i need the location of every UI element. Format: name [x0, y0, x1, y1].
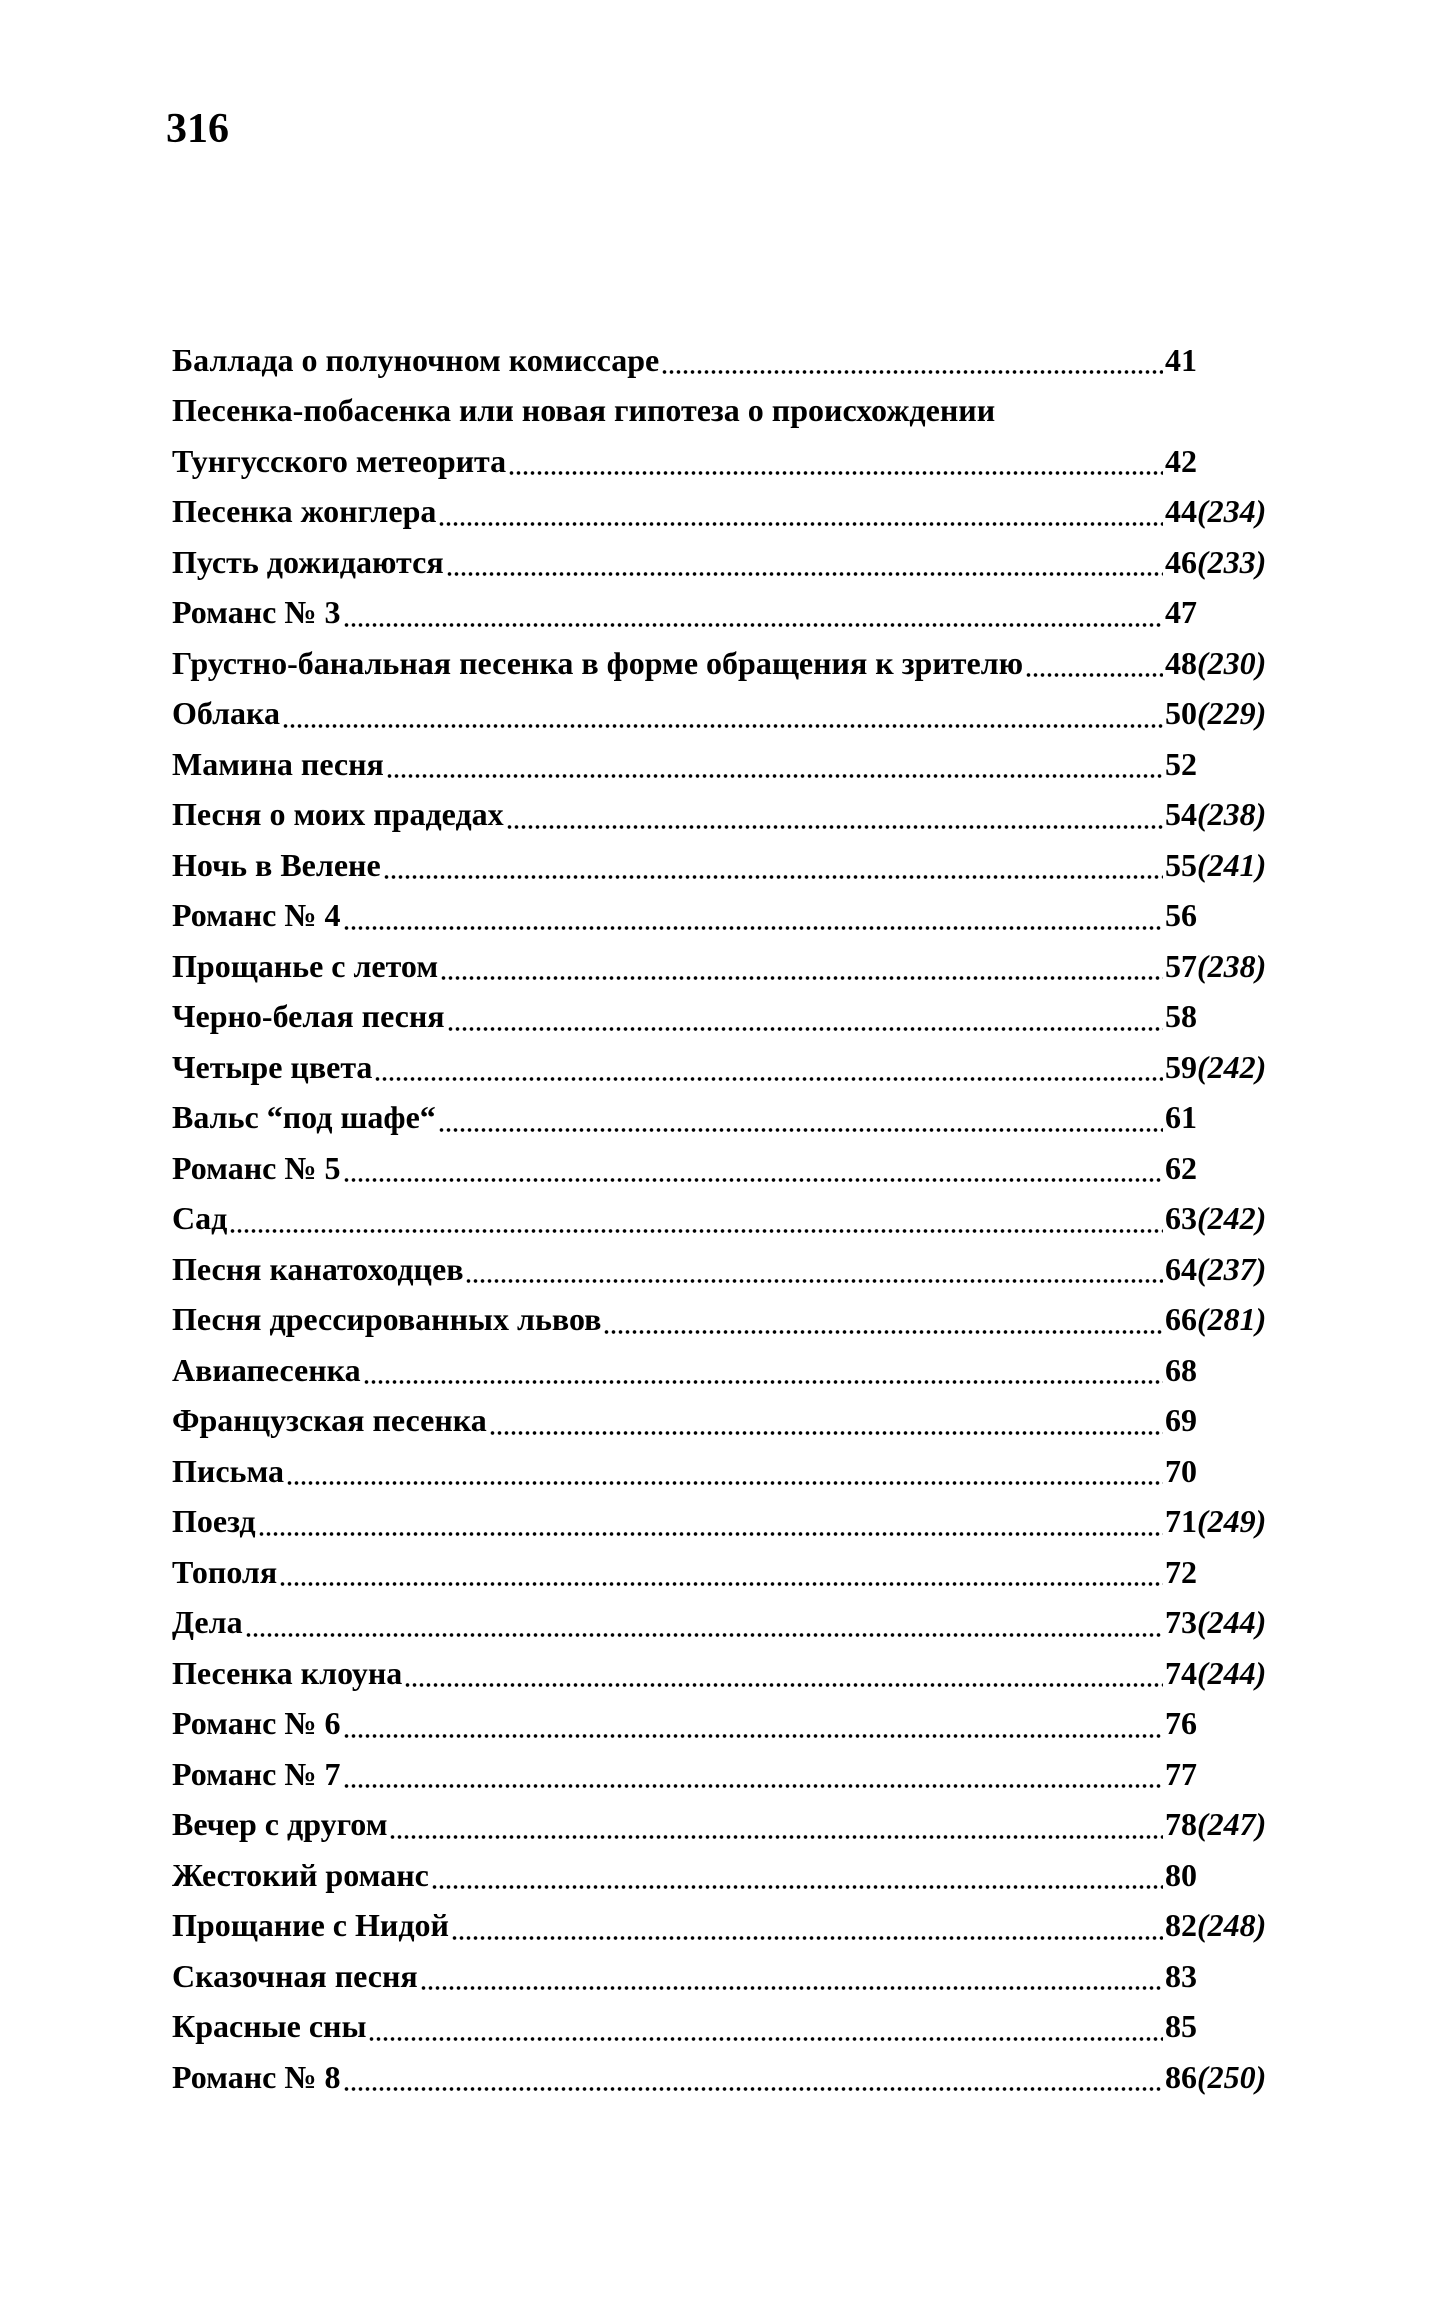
toc-entry-title: Прощание с Нидой — [172, 1907, 449, 1944]
toc-entry-title: Баллада о полуночном комиссаре — [172, 341, 660, 378]
dot-leader — [368, 2012, 1163, 2042]
toc-entry — [172, 1396, 1287, 1447]
toc-entry-page-group — [1165, 1907, 1287, 1944]
toc-entry-title: Романс № 3 — [172, 594, 341, 631]
toc-entry — [172, 1598, 1287, 1649]
toc-entry-page: 55 — [1165, 846, 1197, 883]
toc-entry-title: Авиапесенка — [172, 1351, 361, 1388]
toc-entry-page-group — [1165, 594, 1287, 631]
toc-entry-page-group — [1165, 1756, 1287, 1793]
toc-entry-page: 46 — [1165, 543, 1197, 580]
toc-entry-commentary-page: (281) — [1197, 1301, 1267, 1338]
toc-entry — [172, 1093, 1287, 1144]
dot-leader — [508, 446, 1163, 476]
toc-entry — [172, 840, 1287, 891]
toc-entry-page: 64 — [1165, 1250, 1197, 1287]
toc-entry-page: 56 — [1165, 897, 1197, 934]
toc-entry-page-group — [1165, 1857, 1287, 1894]
dot-leader — [282, 699, 1163, 729]
toc-entry-page-group — [1165, 1049, 1287, 1086]
toc-entry-title: Песня канатоходцев — [172, 1250, 464, 1287]
toc-entry-page-group — [1165, 1352, 1287, 1389]
toc-entry-page: 62 — [1165, 1149, 1197, 1186]
toc-entry-page: 72 — [1165, 1553, 1197, 1590]
toc-entry-title: Прощанье с летом — [172, 947, 439, 984]
toc-entry-page: 57 — [1165, 947, 1197, 984]
toc-entry-page-group — [1165, 342, 1287, 379]
toc-entry-page-group — [1165, 746, 1287, 783]
dot-leader — [343, 901, 1163, 931]
toc-entry-page: 61 — [1165, 1099, 1197, 1136]
toc-entry-page-group — [1165, 1200, 1287, 1237]
dot-leader — [661, 345, 1163, 375]
dot-leader — [404, 1658, 1163, 1688]
toc-entry-page: 54 — [1165, 796, 1197, 833]
toc-entry-title: Мамина песня — [172, 745, 384, 782]
toc-entry-commentary-page: (229) — [1197, 695, 1267, 732]
toc-entry-title: Вечер с другом — [172, 1806, 388, 1843]
toc-entry-title: Грустно-банальная песенка в форме обращения к зрителю — [172, 644, 1024, 681]
toc-entry-commentary-page: (238) — [1197, 796, 1267, 833]
toc-entry-page: 42 — [1165, 442, 1197, 479]
dot-leader — [286, 1456, 1163, 1486]
toc-entry — [172, 1143, 1287, 1194]
toc-entry — [172, 1244, 1287, 1295]
toc-entry-commentary-page: (248) — [1197, 1907, 1267, 1944]
toc-entry — [172, 386, 1287, 437]
toc-entry-page-group — [1165, 847, 1287, 884]
toc-entry-commentary-page: (237) — [1197, 1250, 1267, 1287]
dot-leader — [447, 1002, 1163, 1032]
toc-entry-page: 52 — [1165, 745, 1197, 782]
toc-entry-page: 77 — [1165, 1755, 1197, 1792]
dot-leader — [363, 1355, 1163, 1385]
dot-leader — [465, 1254, 1163, 1284]
toc-entry — [172, 1850, 1287, 1901]
toc-entry-page-group — [1165, 796, 1287, 833]
toc-entry-title: Песня о моих прадедах — [172, 796, 504, 833]
toc-entry-page: 69 — [1165, 1402, 1197, 1439]
toc-entry — [172, 1194, 1287, 1245]
toc-entry-commentary-page: (234) — [1197, 493, 1267, 530]
toc-entry-title: Ночь в Велене — [172, 846, 381, 883]
dot-leader — [438, 497, 1163, 527]
toc-entry-commentary-page: (241) — [1197, 846, 1267, 883]
toc-entry-page-group — [1165, 1402, 1287, 1439]
toc-entry-title: Романс № 6 — [172, 1705, 341, 1742]
dot-leader — [420, 1961, 1163, 1991]
dot-leader — [438, 1103, 1163, 1133]
toc-entry-title: Письма — [172, 1452, 285, 1489]
dot-leader — [343, 598, 1163, 628]
toc-entry-commentary-page: (242) — [1197, 1048, 1267, 1085]
toc-entry-page-group — [1165, 2059, 1287, 2096]
toc-entry-title: Черно-белая песня — [172, 998, 445, 1035]
toc-entry-title: Романс № 7 — [172, 1755, 341, 1792]
toc-entry-commentary-page: (244) — [1197, 1604, 1267, 1641]
toc-entry — [172, 1648, 1287, 1699]
toc-entry — [172, 1951, 1287, 2002]
toc-entry-page: 48 — [1165, 644, 1197, 681]
toc-entry-page-group — [1165, 1655, 1287, 1692]
dot-leader — [343, 2062, 1163, 2092]
toc-entry-title: Поезд — [172, 1503, 256, 1540]
toc-entry — [172, 1547, 1287, 1598]
toc-entry — [172, 487, 1287, 538]
toc-entry-page-group — [1165, 544, 1287, 581]
toc-entry-commentary-page: (230) — [1197, 644, 1267, 681]
toc-entry-page-group — [1165, 2008, 1287, 2045]
toc-entry-page: 63 — [1165, 1200, 1197, 1237]
toc-entry — [172, 335, 1287, 386]
toc-entry-commentary-page: (247) — [1197, 1806, 1267, 1843]
toc-entry-page: 76 — [1165, 1705, 1197, 1742]
dot-leader — [389, 1810, 1163, 1840]
toc-entry-commentary-page: (233) — [1197, 543, 1267, 580]
toc-entry-commentary-page: (244) — [1197, 1654, 1267, 1691]
toc-entry — [172, 1800, 1287, 1851]
toc-entry-page-group — [1165, 1301, 1287, 1338]
toc-entry-page: 80 — [1165, 1856, 1197, 1893]
toc-entry-title: Четыре цвета — [172, 1048, 373, 1085]
toc-entry-title: Песня дрессированных львов — [172, 1301, 602, 1338]
toc-entry-page-group — [1165, 1251, 1287, 1288]
dot-leader — [343, 1759, 1163, 1789]
dot-leader — [343, 1153, 1163, 1183]
toc-entry-page: 50 — [1165, 695, 1197, 732]
dot-leader — [258, 1507, 1163, 1537]
toc-entry — [172, 2052, 1287, 2103]
toc-entry — [172, 992, 1287, 1043]
toc-entry-title: Романс № 5 — [172, 1149, 341, 1186]
dot-leader — [431, 1860, 1163, 1890]
dot-leader — [374, 1052, 1163, 1082]
toc-entry — [172, 537, 1287, 588]
toc-entry-title: Пусть дожидаются — [172, 543, 444, 580]
toc-entry — [172, 1345, 1287, 1396]
toc-entry-title: Тунгусского метеорита — [172, 442, 507, 479]
toc-entry-title: Дела — [172, 1604, 243, 1641]
toc-entry-title: Романс № 4 — [172, 897, 341, 934]
dot-leader — [245, 1608, 1163, 1638]
toc-entry-page-group — [1165, 493, 1287, 530]
toc-entry-page: 44 — [1165, 493, 1197, 530]
toc-entry-page: 73 — [1165, 1604, 1197, 1641]
toc-entry — [172, 891, 1287, 942]
toc-entry-title: Сказочная песня — [172, 1957, 418, 1994]
toc-entry-title: Красные сны — [172, 2008, 367, 2045]
toc-entry — [172, 790, 1287, 841]
dot-leader — [489, 1406, 1163, 1436]
dot-leader — [446, 547, 1163, 577]
toc-entry-commentary-page: (250) — [1197, 2058, 1267, 2095]
toc-entry-page: 86 — [1165, 2058, 1197, 2095]
toc-entry-page-group — [1165, 1453, 1287, 1490]
toc-entry — [172, 1749, 1287, 1800]
dot-leader — [383, 850, 1163, 880]
table-of-contents — [172, 335, 1287, 2103]
toc-entry-page-group — [1165, 645, 1287, 682]
toc-entry — [172, 1042, 1287, 1093]
toc-entry-page-group — [1165, 998, 1287, 1035]
toc-entry-title: Песенка жонглера — [172, 493, 437, 530]
toc-entry-commentary-page: (238) — [1197, 947, 1267, 984]
toc-entry-title: Облака — [172, 695, 280, 732]
toc-entry — [172, 1295, 1287, 1346]
toc-entry — [172, 638, 1287, 689]
toc-entry-title: Жестокий романс — [172, 1856, 429, 1893]
toc-entry-page: 83 — [1165, 1957, 1197, 1994]
toc-entry-page-group — [1165, 1503, 1287, 1540]
toc-entry-page: 85 — [1165, 2008, 1197, 2045]
toc-entry-title: Французская песенка — [172, 1402, 487, 1439]
toc-entry-title: Тополя — [172, 1553, 278, 1590]
toc-entry — [172, 941, 1287, 992]
toc-entry-title: Вальс “под шафе“ — [172, 1099, 436, 1136]
page-number: 316 — [166, 106, 229, 152]
dot-leader — [229, 1204, 1163, 1234]
toc-entry-commentary-page: (242) — [1197, 1200, 1267, 1237]
toc-entry — [172, 1446, 1287, 1497]
toc-entry-page: 82 — [1165, 1907, 1197, 1944]
toc-entry-page: 74 — [1165, 1654, 1197, 1691]
toc-entry-page-group — [1165, 1099, 1287, 1136]
toc-entry-page: 66 — [1165, 1301, 1197, 1338]
dot-leader — [1025, 648, 1163, 678]
toc-entry — [172, 436, 1287, 487]
toc-entry-title: Романс № 8 — [172, 2058, 341, 2095]
toc-entry-page-group — [1165, 1150, 1287, 1187]
toc-entry-page: 59 — [1165, 1048, 1197, 1085]
dot-leader — [451, 1911, 1163, 1941]
dot-leader — [386, 749, 1163, 779]
toc-entry-commentary-page: (249) — [1197, 1503, 1267, 1540]
toc-entry — [172, 1901, 1287, 1952]
toc-entry-page: 41 — [1165, 341, 1197, 378]
dot-leader — [603, 1305, 1163, 1335]
toc-entry-page-group — [1165, 443, 1287, 480]
toc-entry — [172, 689, 1287, 740]
toc-entry-page-group — [1165, 1958, 1287, 1995]
toc-entry — [172, 1497, 1287, 1548]
toc-entry — [172, 1699, 1287, 1750]
toc-entry-title: Песенка-побасенка или новая гипотеза о происхождении — [172, 392, 996, 429]
toc-entry — [172, 588, 1287, 639]
toc-entry-page: 68 — [1165, 1351, 1197, 1388]
dot-leader — [343, 1709, 1163, 1739]
toc-entry-page-group — [1165, 948, 1287, 985]
toc-entry-title: Сад — [172, 1200, 228, 1237]
toc-entry-page: 47 — [1165, 594, 1197, 631]
toc-entry-page-group — [1165, 1604, 1287, 1641]
toc-entry — [172, 2002, 1287, 2053]
toc-entry-page-group — [1165, 1705, 1287, 1742]
toc-entry-page: 58 — [1165, 998, 1197, 1035]
dot-leader — [506, 800, 1163, 830]
toc-entry-page-group — [1165, 695, 1287, 732]
toc-entry-page: 78 — [1165, 1806, 1197, 1843]
toc-entry-page: 70 — [1165, 1452, 1197, 1489]
toc-entry-title: Песенка клоуна — [172, 1654, 403, 1691]
toc-entry — [172, 739, 1287, 790]
dot-leader — [279, 1557, 1163, 1587]
toc-entry-page-group — [1165, 897, 1287, 934]
toc-entry-page-group — [1165, 1554, 1287, 1591]
toc-entry-page-group — [1165, 1806, 1287, 1843]
dot-leader — [440, 951, 1163, 981]
toc-entry-page: 71 — [1165, 1503, 1197, 1540]
